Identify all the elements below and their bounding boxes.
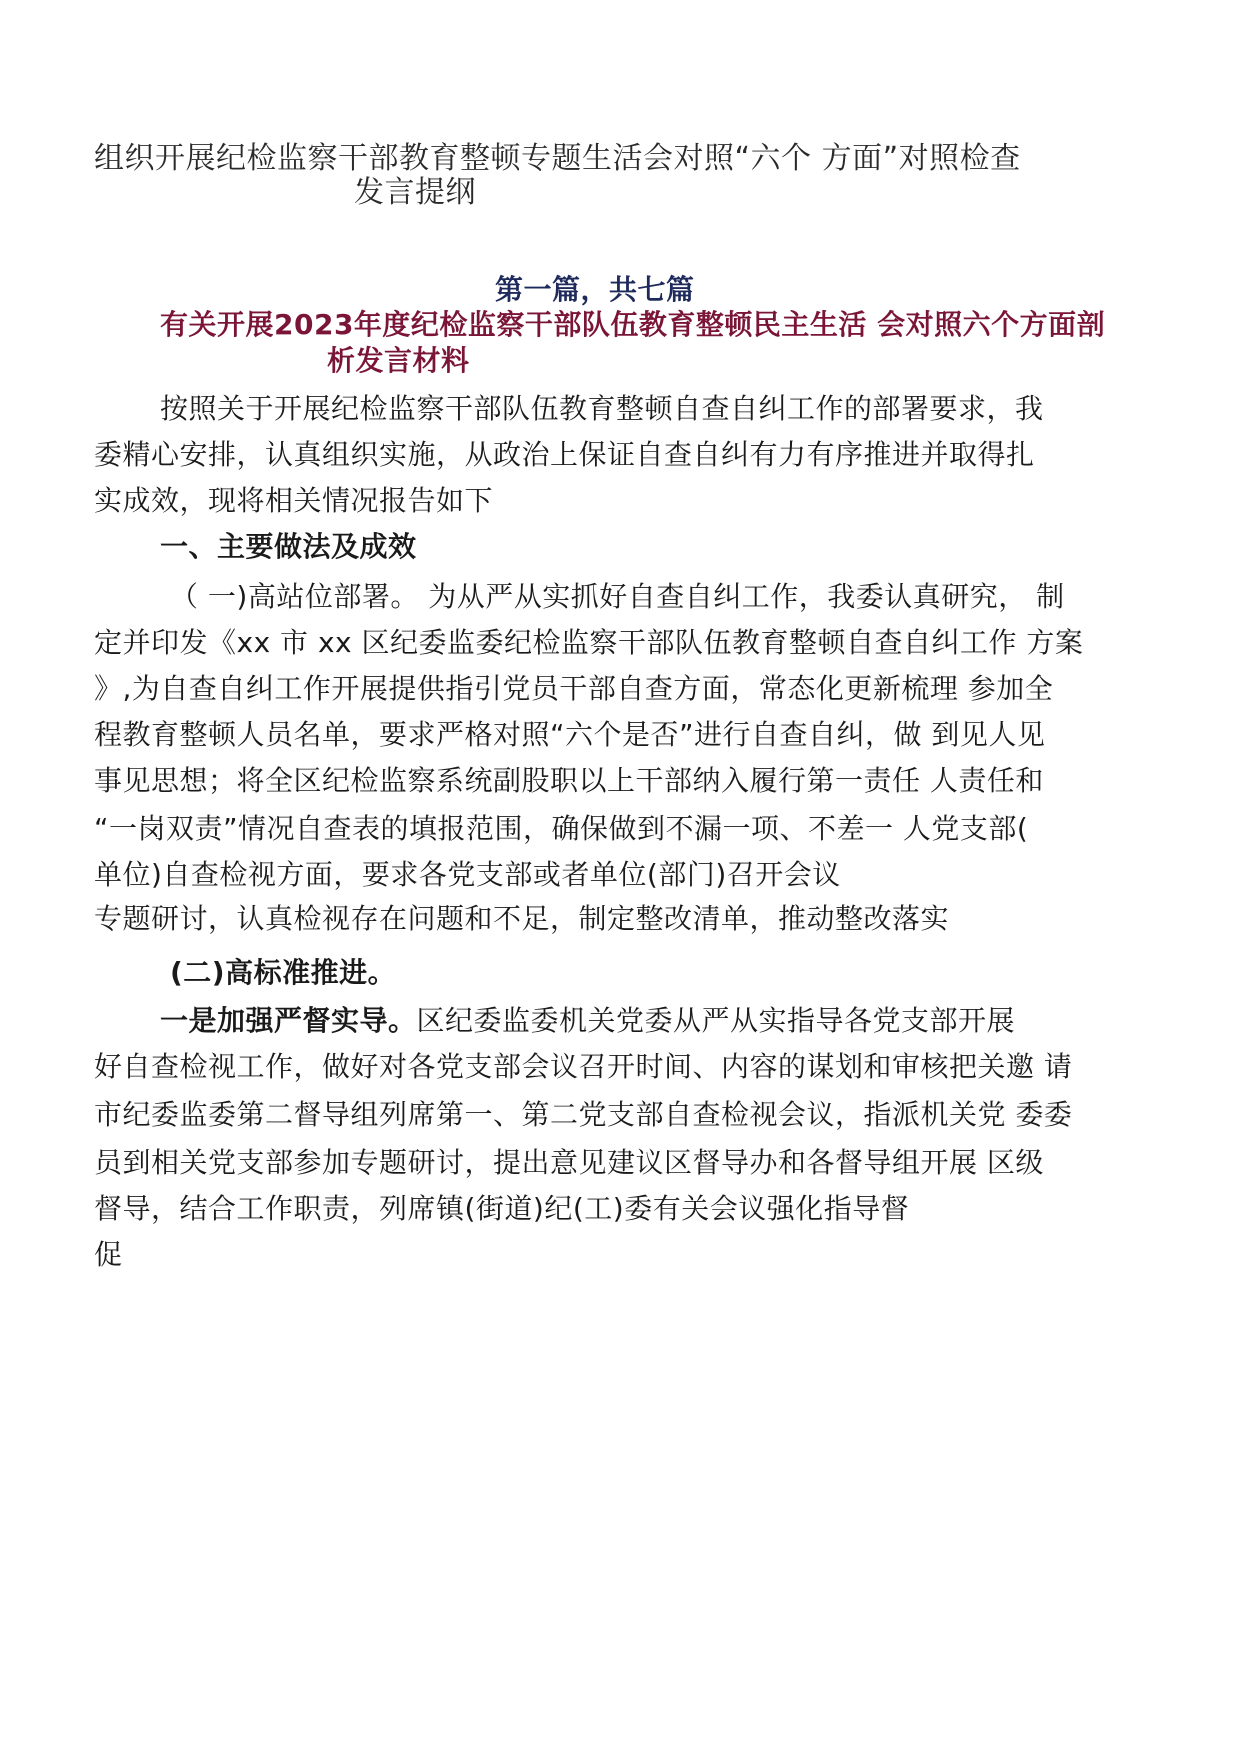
- subtitle-line-2: 析发言材料: [327, 344, 470, 377]
- part-1-line-7: 单位)自查检视方面，要求各党支部或者单位(部门)召开会议: [94, 858, 841, 891]
- part-2-lead: 一是加强严督实导。: [160, 1004, 417, 1037]
- intro-line-2: 委精心安排，认真组织实施，从政治上保证自查自纠有力有序推进并取得扎: [94, 438, 1035, 471]
- part-1-line-8: 专题研讨，认真检视存在问题和不足，制定整改清单，推动整改落实: [94, 902, 950, 935]
- part-2-line-1-rest: 区纪委监委机关党委从严从实指导各党支部开展: [416, 1004, 1016, 1037]
- part-1-line-1: （ 一)高站位部署。 为从严从实抓好自查自纠工作，我委认真研究， 制: [170, 580, 1065, 613]
- part-1-line-3: 》,为自查自纠工作开展提供指引党员干部自查方面，常态化更新梳理 参加全: [94, 672, 1054, 705]
- intro-line-1: 按照关于开展纪检监察干部队伍教育整顿自查自纠工作的部署要求，我: [160, 392, 1044, 425]
- part-2-heading: (二)高标准推进。: [170, 956, 397, 989]
- intro-line-3: 实成效，现将相关情况报告如下: [94, 484, 494, 517]
- part-2-line-4: 员到相关党支部参加专题研讨，提出意见建议区督导办和各督导组开展 区级: [94, 1146, 1044, 1179]
- part-1-line-4: 程教育整顿人员名单，要求严格对照“六个是否”进行自查自纠，做 到见人见: [94, 718, 1046, 751]
- chapter-label: 第一篇，共七篇: [495, 273, 695, 306]
- part-1-line-5: 事见思想；将全区纪检监察系统副股职以上干部纳入履行第一责任 人责任和: [94, 764, 1044, 797]
- subtitle-line-1: 有关开展2023年度纪检监察干部队伍教育整顿民主生活 会对照六个方面剖: [160, 308, 1106, 341]
- part-2-line-5: 督导，结合工作职责，列席镇(街道)纪(工)委有关会议强化指导督: [94, 1192, 910, 1225]
- part-2-line-6: 促: [94, 1238, 123, 1271]
- section-1-heading: 一、主要做法及成效: [160, 530, 417, 563]
- part-2-line-2: 好自查检视工作，做好对各党支部会议召开时间、内容的谋划和审核把关邀 请: [94, 1050, 1073, 1083]
- part-2-line-3: 市纪委监委第二督导组列席第一、第二党支部自查检视会议，指派机关党 委委: [94, 1098, 1073, 1131]
- document-title-line-1: 组织开展纪检监察干部教育整顿专题生活会对照“六个 方面”对照检查: [94, 141, 1021, 176]
- part-1-line-2: 定并印发《xx 市 xx 区纪委监委纪检监察干部队伍教育整顿自查自纠工作 方案: [94, 626, 1084, 659]
- document-title-line-2: 发言提纲: [354, 175, 476, 210]
- part-1-line-6: “一岗双责”情况自查表的填报范围，确保做到不漏一项、不差一 人党支部(: [94, 812, 1029, 845]
- part-2-line-1: [160, 1004, 1015, 1038]
